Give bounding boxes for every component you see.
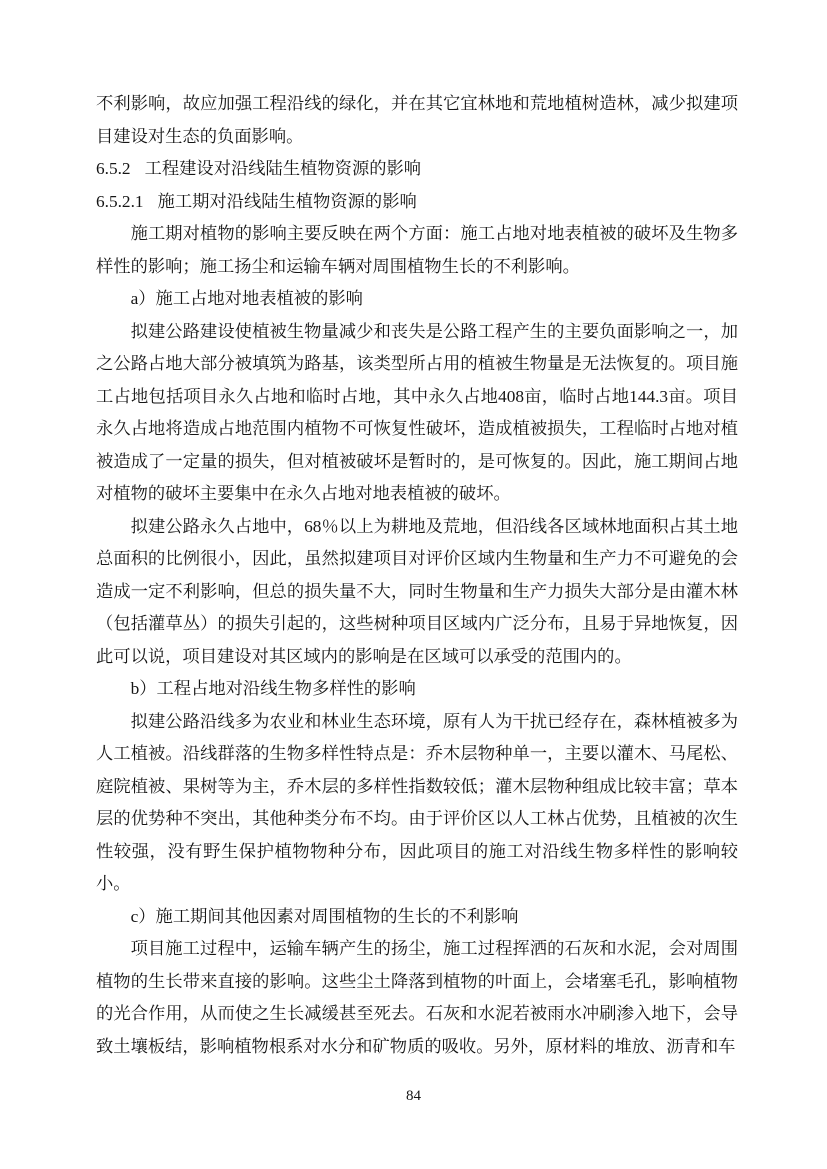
paragraph-continued-from-previous-page: 不利影响，故应加强工程沿线的绿化，并在其它宜林地和荒地植树造林，减少拟建项目建设对生态的负面影响。 <box>96 94 738 146</box>
paragraph: 拟建公路建设使植被生物量减少和丧失是公路工程产生的主要负面影响之一，加之公路占地大部分被填筑为路基，该类型所占用的植被生物量是无法恢复的。项目施工占地包括项目永久占地和临时占地，其中永久占地408亩，临时占地144.3亩。项目永久占地将造成占地范围内植物不可恢复性破坏，造成植被损失，工程临时占地对植被造成了一定量的损失，但对植被破坏是暂时的，是可恢复的。因此，施工期间占地对植物的破坏主要集中在永久占地对地表植被的破坏。 <box>96 321 738 503</box>
paragraph: 施工期对植物的影响主要反映在两个方面：施工占地对地表植被的破坏及生物多样性的影响；施工扬尘和运输车辆对周围植物生长的不利影响。 <box>96 224 738 276</box>
list-item-b: b）工程占地对沿线生物多样性的影响 <box>130 679 416 698</box>
section-number: 6.5.2 <box>96 159 131 178</box>
document-content <box>96 88 738 1063</box>
section-heading-6-5-2-1 <box>96 186 738 219</box>
paragraph: 拟建公路永久占地中，68％以上为耕地及荒地，但沿线各区域林地面积占其土地总面积的比例很小，因此，虽然拟建项目对评价区域内生物量和生产力不可避免的会造成一定不利影响，但总的损失量不大，同时生物量和生产力损失大部分是由灌木林（包括灌草丛）的损失引起的，这些树种项目区域内广泛分布，且易于异地恢复，因此可以说，项目建设对其区域内的影响是在区域可以承受的范围内的。 <box>96 516 738 666</box>
list-item-c: c）施工期间其他因素对周围植物的生长的不利影响 <box>130 906 519 926</box>
paragraph: 拟建公路沿线多为农业和林业生态环境，原有人为干扰已经存在，森林植被多为人工植被。沿线群落的生物多样性特点是：乔木层物种单一，主要以灌木、马尾松、庭院植被、果树等为主，乔木层的多样性指数较低；灌木层物种组成比较丰富；草本层的优势种不突出，其他种类分布不均。由于评价区以人工林占优势，且植被的次生性较强，没有野生保护植物物种分布，因此项目的施工对沿线生物多样性的影响较小。 <box>96 711 738 893</box>
list-item-a: a）施工占地对地表植被的影响 <box>130 289 363 308</box>
section-title: 施工期对沿线陆生植物资源的影响 <box>157 191 417 211</box>
section-heading-6-5-2 <box>96 153 738 186</box>
section-number: 6.5.2.1 <box>96 191 144 211</box>
paragraph: 项目施工过程中，运输车辆产生的扬尘，施工过程挥洒的石灰和水泥，会对周围植物的生长带来直接的影响。这些尘土降落到植物的叶面上，会堵塞毛孔，影响植物的光合作用，从而使之生长减缓甚至死去。石灰和水泥若被雨水冲刷渗入地下，会导致土壤板结，影响植物根系对水分和矿物质的吸收。另外，原材料的堆放、沥青和车 <box>96 939 738 1056</box>
section-title: 工程建设对沿线陆生植物资源的影响 <box>144 159 422 178</box>
page-number: 84 <box>406 1088 421 1104</box>
page-footer <box>0 1086 827 1106</box>
